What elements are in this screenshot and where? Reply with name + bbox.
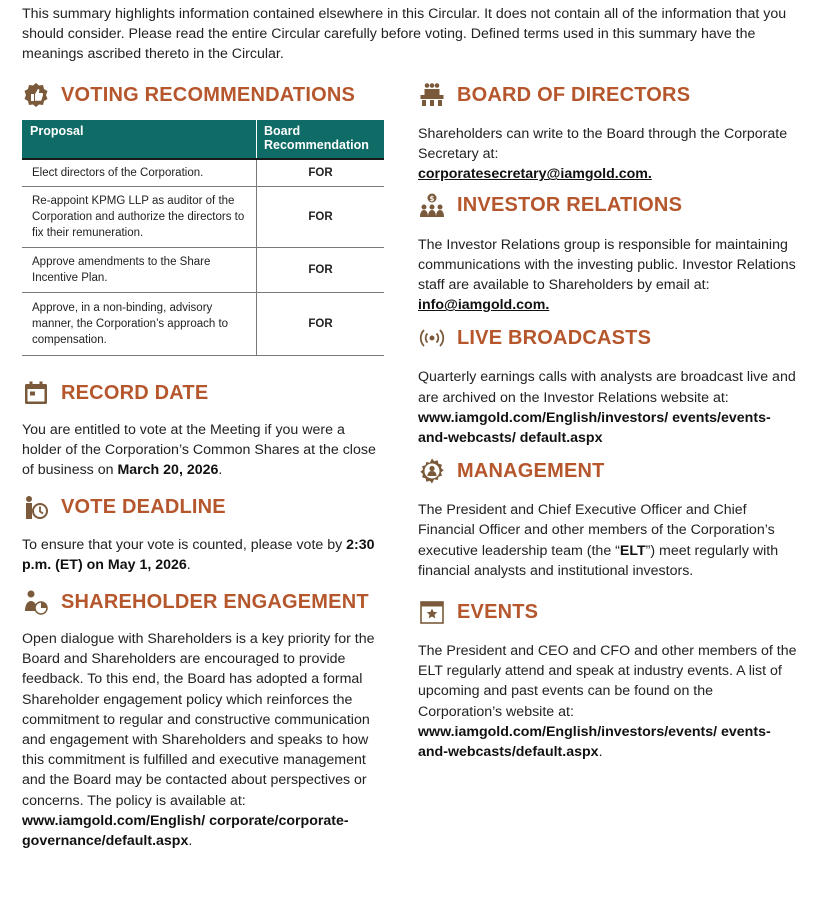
recommendation-cell: FOR: [257, 159, 385, 187]
investor-group-icon: [418, 192, 446, 220]
events-body: The President and CEO and CFO and other members of the ELT regularly attend and speak at industry events. A list of upcoming and past events can be found on the Corporation’s website at:: [418, 643, 797, 720]
vote-deadline-heading: [22, 491, 384, 525]
table-row: [22, 159, 384, 187]
events-webcasts-link[interactable]: www.iamgold.com/English/investors/events/ events- and-webcasts/default.aspx: [418, 723, 771, 761]
column-header-board-recommendation: Board Recommendation: [257, 120, 385, 159]
live-broadcasts-title: LIVE BROADCASTS: [457, 326, 652, 349]
recommendation-cell: FOR: [257, 293, 385, 356]
investor-body: The Investor Relations group is responsible for maintaining communications with the investing public. Investor Relations staff are available to Shareholders by email at:: [418, 236, 796, 294]
record-date-heading: [22, 376, 384, 410]
record-date-text: [22, 420, 384, 481]
live-broadcasts-heading: [418, 321, 798, 355]
column-header-proposal: Proposal: [22, 120, 257, 159]
table-row: [22, 248, 384, 293]
board-text: [418, 124, 798, 185]
live-broadcasts-text: [418, 367, 798, 448]
investor-relations-title: INVESTOR RELATIONS: [457, 194, 683, 217]
recommendation-cell: FOR: [257, 187, 385, 248]
record-date-value: March 20, 2026: [117, 462, 219, 479]
person-clock-icon: [22, 494, 50, 522]
vote-deadline-text: [22, 535, 384, 575]
events-end: .: [598, 744, 603, 761]
intro-paragraph: This summary highlights information contained elsewhere in this Circular. It does not contain all of the information that you should consider. Please read the entire Circular carefully before voting. Defined terms used in this summary have the meanings ascribed thereto in the Circular.: [22, 6, 787, 62]
broadcasts-body: Quarterly earnings calls with analysts are broadcast live and are archived on the Investor Relations website at:: [418, 369, 796, 406]
record-date-end: .: [218, 462, 223, 479]
right-column: [418, 78, 798, 762]
governance-policy-link[interactable]: www.iamgold.com/English/ corporate/corporate-governance/default.aspx: [22, 812, 349, 850]
record-date-title: RECORD DATE: [61, 381, 209, 404]
board-of-directors-heading: [418, 78, 798, 112]
management-body-end: ”) meet regularly with financial analysts and institutional investors.: [418, 542, 779, 579]
investor-relations-heading: [418, 189, 798, 223]
investor-relations-text: [418, 235, 798, 316]
events-text: [418, 641, 798, 762]
vote-deadline-end: .: [186, 556, 191, 573]
person-chart-icon: [22, 588, 50, 616]
investor-email-link[interactable]: info@iamgold.com.: [418, 297, 550, 314]
management-text: [418, 500, 798, 581]
voting-table: [22, 120, 384, 356]
table-row: [22, 293, 384, 356]
management-title: MANAGEMENT: [457, 459, 605, 482]
management-body-start: The President and Chief Executive Officer and Chief Financial Officer and other members of the Corporation’s executive leadership team (the “: [418, 502, 775, 559]
shareholder-engagement-text: [22, 629, 384, 851]
left-column: [22, 78, 384, 851]
vote-deadline-value: 2:30 p.m. (ET) on May 1, 2026: [22, 536, 375, 573]
webcasts-link[interactable]: www.iamgold.com/English/investors/ events/events-and-webcasts/ default.aspx: [418, 409, 771, 447]
broadcast-icon: [418, 324, 446, 352]
events-heading: [418, 595, 798, 629]
proposal-cell: Approve amendments to the Share Incentive Plan.: [22, 248, 257, 293]
proposal-cell: Elect directors of the Corporation.: [22, 159, 257, 187]
thumbs-up-icon: [22, 81, 50, 109]
voting-recommendations-heading: [22, 78, 384, 112]
engagement-body: Open dialogue with Shareholders is a key priority for the Board and Shareholders are encouraged to provide feedback. To this end, the Board has adopted a formal Shareholder engagement policy which reinforces the commitment to regular and constructive communication and engagement with Shareholders and speaks to how this commitment is fulfilled and executive management and the Board may be contacted about perspectives or concerns. The policy is available at:: [22, 631, 375, 809]
calendar-star-icon: [418, 598, 446, 626]
voting-recommendations-title: VOTING RECOMMENDATIONS: [61, 83, 356, 106]
record-date-body: You are entitled to vote at the Meeting if you were a holder of the Corporation’s Common Shares at the close of business on: [22, 422, 376, 479]
events-title: EVENTS: [457, 600, 539, 623]
vote-deadline-title: VOTE DEADLINE: [61, 496, 226, 519]
engagement-end: .: [188, 833, 193, 850]
shareholder-engagement-heading: [22, 585, 384, 619]
shareholder-engagement-title: SHAREHOLDER ENGAGEMENT: [61, 590, 369, 613]
calendar-icon: [22, 379, 50, 407]
vote-deadline-body: To ensure that your vote is counted, please vote by: [22, 536, 347, 553]
elt-abbreviation: ELT: [619, 542, 646, 559]
svg-text:$: $: [429, 194, 435, 203]
recommendation-cell: FOR: [257, 248, 385, 293]
boardroom-icon: [418, 81, 446, 109]
board-body: Shareholders can write to the Board through the Corporate Secretary at:: [418, 126, 788, 163]
management-heading: [418, 454, 798, 488]
proposal-cell: Re-appoint KPMG LLP as auditor of the Corporation and authorize the directors to fix their remuneration.: [22, 187, 257, 248]
table-row: [22, 187, 384, 248]
corporate-secretary-email-link[interactable]: corporatesecretary@iamgold.com.: [418, 166, 652, 183]
proposal-cell: Approve, in a non-binding, advisory manner, the Corporation’s approach to compensation.: [22, 293, 257, 356]
board-of-directors-title: BOARD OF DIRECTORS: [457, 83, 691, 106]
gear-person-icon: [418, 457, 446, 485]
